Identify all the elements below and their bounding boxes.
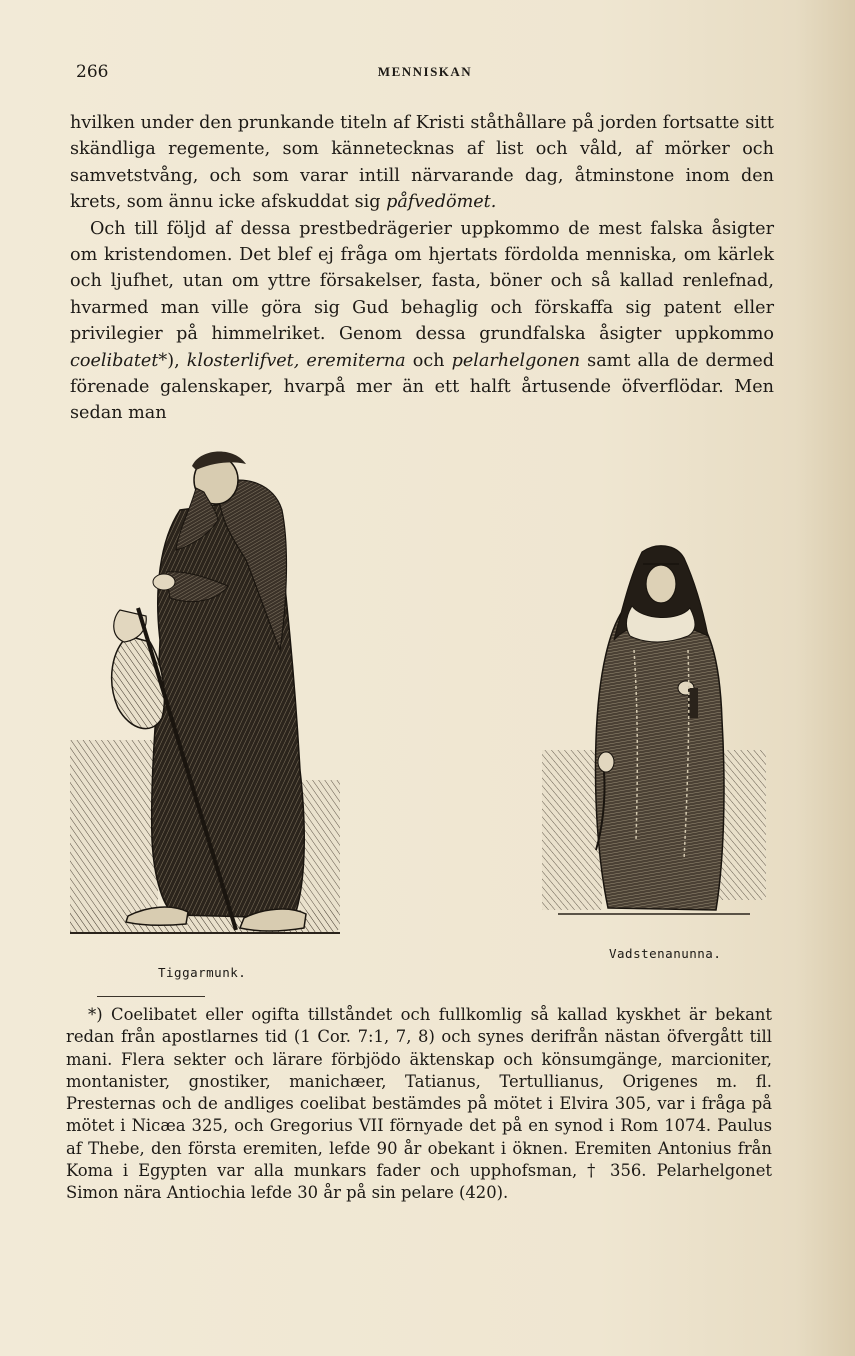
paragraph-2: Och till följd af dessa prestbedrägerier uppkommo de mest falska åsigter om kristendomen. Det blef ej fråga om hjertats fördolda menniska, om kärlek och ljufhet, utan om yttre försakelser, fasta, böner och så kallad renlefnad, hvarmed man ville göra sig Gud behaglig och förskaffa sig patent eller privilegier på himmelriket. Genom dessa grundfalska åsigter uppkommo coelibatet*), klosterlifvet, eremiterna och pelarhelgonen samt alla de dermed förenade galenskaper, hvarpå mer än ett halft årtusende öfverflödar. Men sedan man (70, 218, 774, 424)
footnote (66, 1004, 772, 1205)
alms-bag (112, 636, 165, 729)
footnote-text: *) Coelibatet eller ogifta tillståndet och fullkomlig så kallad kyskhet är bekant redan från apostlarnes tid (1 Cor. 7:1, 7, 8) och synes derifrån nästan öfvergått till mani. Flera sekter och lärare förbjödo äktenskap och könsumgänge, marcioniter, montanister, gnostiker, manichæer, Tatianus, Tertullianus, Origenes m. fl. Presternas och de andliges coelibat bestämdes på mötet i Elvira 305, var i fråga på mötet i Nicæa 325, och Gregorius VII förnyade det på en synod i Rom 1074. Paulus af Thebe, den första eremiten, lefde 90 år obekant i öknen. Eremiten Antonius från Koma i Egypten var alla munkars fader och upphofsman, † 356. Pelarhelgonet Simon nära Antiochia lefde 30 år på sin pelare (420). (66, 1005, 772, 1203)
illustration-begging-monk (68, 440, 343, 942)
running-head: MENNISKAN (377, 64, 473, 79)
page-header (76, 62, 774, 86)
caption-left: Tiggarmunk. (158, 965, 247, 980)
caption-right: Vadstenanunna. (609, 946, 722, 961)
illustration-vadstena-nun (538, 540, 770, 922)
paragraph-1: hvilken under den prunkande titeln af Kristi ståthållare på jorden fortsatte sitt skändliga regemente, som kännetecknas af list och våld, af mörker och samvetstvång, och som varar intill närvarande dag, åtminstone inom den krets, som ännu icke afskuddat sig påfvedömet. (70, 113, 774, 213)
nun-habit (596, 600, 725, 910)
nun-face (646, 565, 676, 603)
body-text (70, 110, 774, 427)
page-number: 266 (76, 62, 109, 82)
emphasis-pafvedomet: påfvedömet. (386, 192, 497, 213)
footnote-rule (97, 996, 205, 997)
